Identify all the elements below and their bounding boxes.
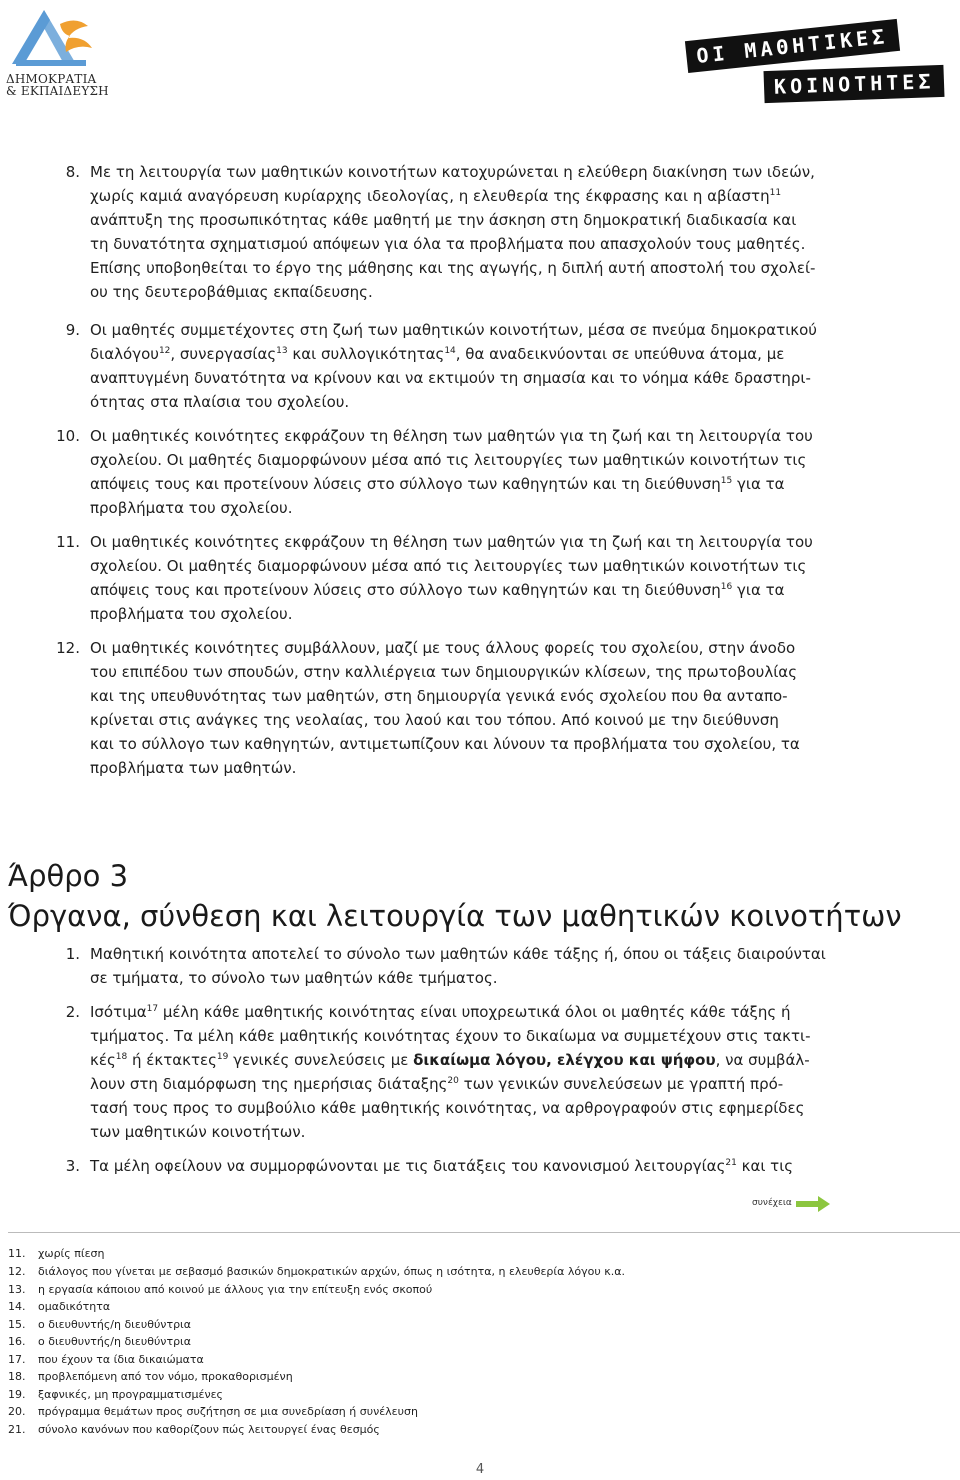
text-line: Επίσης υποβοηθείται το έργο της μάθησης και της αγωγής, η διπλή αυτή αποστολή του σχολεί-	[90, 259, 816, 277]
banner-line1: ΟΙ ΜΑΘΗΤΙΚΕΣ	[685, 19, 900, 73]
text-line: χωρίς καμιά αναγόρευση κυρίαρχης ιδεολογίας, η ελευθερία της έκφρασης και η αβίαστη$^{11}$	[90, 187, 782, 205]
text-line: Οι μαθητικές κοινότητες εκφράζουν τη θέληση των μαθητών για τη ζωή και τη λειτουργία του	[90, 427, 813, 445]
logo-triangle-icon	[4, 4, 104, 72]
point-number: 2.	[65, 1003, 80, 1021]
text-line: και το σύλλογο των καθηγητών, αντιμετωπίζουν και λύνουν τα προβλήματα του σχολείου, τα	[90, 735, 800, 753]
banner-line2: ΚΟΙΝΟΤΗΤΕΣ	[763, 65, 944, 103]
text-line: Με τη λειτουργία των μαθητικών κοινοτήτων κατοχυρώνεται η ελεύθερη διακίνηση των ιδεών,	[90, 163, 815, 181]
text-line: Ισότιμα$^{17}$ μέλη κάθε μαθητικής κοινότητας είναι υποχρεωτικά όλοι οι μαθητές κάθε τάξης ή	[90, 1003, 791, 1021]
text-line: ου της δευτεροβάθμιας εκπαίδευσης.	[90, 283, 373, 301]
item-number: 11.	[56, 533, 80, 551]
point-2-text	[90, 1000, 830, 1144]
footnote-ref[interactable]: 19	[216, 1052, 229, 1062]
item-11-text	[90, 530, 830, 626]
text-line: κές$^{18}$ ή έκτακτες$^{19}$ γενικές συνελεύσεις με δικαίωμα λόγου, ελέγχου και ψήφου, να συμβάλ-	[90, 1051, 810, 1069]
footnote-ref[interactable]: 18	[115, 1052, 128, 1062]
text-line: τη δυνατότητα σχηματισμού απόψεων για όλα τα προβλήματα που απασχολούν τους μαθητές.	[90, 235, 806, 253]
item-8-text	[90, 160, 830, 304]
text-line: του επιπέδου των σπουδών, στην καλλιέργεια των δημιουργικών κλίσεων, της πρωτοβουλίας	[90, 663, 797, 681]
footnote-item: 16. ο διευθυντής/η διευθύντρια	[8, 1335, 192, 1348]
item-9-text	[90, 318, 830, 414]
footnote-item: 15. ο διευθυντής/η διευθύντρια	[8, 1318, 192, 1331]
text-line: Οι μαθητικές κοινότητες εκφράζουν τη θέληση των μαθητών για τη ζωή και τη λειτουργία του	[90, 533, 813, 551]
point-1-text	[90, 942, 830, 990]
footnote-item: 11. χωρίς πίεση	[8, 1247, 105, 1260]
text-line: ότητας στα πλαίσια του σχολείου.	[90, 393, 350, 411]
footnote-divider	[8, 1232, 960, 1233]
text-line: σχολείου. Οι μαθητές διαμορφώνουν μέσα από τις λειτουργίες των μαθητικών κοινοτήτων τις	[90, 557, 807, 575]
logo-text-line1: ΔΗΜΟΚΡΑΤΙΑ	[6, 72, 97, 86]
text-line: τασή τους προς το συμβούλιο κάθε μαθητικής κοινότητας, να αρθρογραφούν στις εφημερίδες	[90, 1099, 805, 1117]
text-line: των μαθητικών κοινοτήτων.	[90, 1123, 306, 1141]
article-title: Άρθρο 3	[8, 859, 129, 893]
footnote-ref[interactable]: 21	[725, 1158, 737, 1168]
text-line: διαλόγου$^{12}$, συνεργασίας$^{13}$ και συλλογικότητας$^{14}$, θα αναδεικνύονται σε υπεύθυνα άτομα, με	[90, 345, 785, 363]
text-line: τμήματος. Τα μέλη κάθε μαθητικής κοινότητας έχουν το δικαίωμα να συμμετέχουν στις τακτι-	[90, 1027, 811, 1045]
footnote-item: 19. ξαφνικές, μη προγραμματισμένες	[8, 1388, 223, 1401]
footnote-item: 20. πρόγραμμα θεμάτων προς συζήτηση σε μια συνεδρίαση ή συνέλευση	[8, 1405, 418, 1418]
footnote-item: 12. διάλογος που γίνεται με σεβασμό βασικών δημοκρατικών αρχών, όπως η ισότητα, η ελευθερία λόγου κ.α.	[8, 1265, 625, 1278]
footnote-ref[interactable]: 13	[276, 346, 288, 356]
page-number: 4	[475, 1462, 485, 1477]
text-line: προβλήματα του σχολείου.	[90, 605, 293, 623]
logo-text-line2: & ΕΚΠΑΙΔΕΥΣΗ	[6, 84, 109, 98]
footnote-ref[interactable]: 16	[720, 582, 733, 592]
footnote-ref[interactable]: 17	[146, 1004, 159, 1014]
footnote-item: 17. που έχουν τα ίδια δικαιώματα	[8, 1353, 204, 1366]
text-line: ανάπτυξη της προσωπικότητας κάθε μαθητή με την άσκηση στη δημοκρατική διαδικασία και	[90, 211, 797, 229]
text-line: κρίνεται στις ανάγκες της νεολαίας, του λαού και του τόπου. Από κοινού με την διεύθυνση	[90, 711, 779, 729]
democracy-education-logo	[4, 4, 109, 98]
text-line: αναπτυγμένη δυνατότητα να κρίνουν και να εκτιμούν τη σημασία και το νόημα κάθε δραστηρι-	[90, 369, 811, 387]
text-line: σε τμήματα, το σύνολο των μαθητών κάθε τμήματος.	[90, 969, 498, 987]
text-line: προβλήματα των μαθητών.	[90, 759, 297, 777]
point-3-text	[90, 1154, 830, 1178]
footnote-ref[interactable]: 15	[720, 476, 733, 486]
footnote-item: 21. σύνολο κανόνων που καθορίζουν πώς λειτουργεί ένας θεσμός	[8, 1423, 380, 1436]
text-line: λουν στη διαμόρφωση της ημερήσιας διάταξης$^{20}$ των γενικών συνελεύσεων με γραπτή πρό-	[90, 1075, 784, 1093]
footnote-ref[interactable]: 14	[444, 346, 456, 356]
text-line: προβλήματα του σχολείου.	[90, 499, 293, 517]
text-line: απόψεις τους και προτείνουν λύσεις στο σύλλογο των καθηγητών και τη διεύθυνση$^{15}$ για τα	[90, 475, 785, 493]
point-number: 1.	[65, 945, 80, 963]
footnote-item: 18. προβλεπόμενη από τον νόμο, προκαθορισμένη	[8, 1370, 293, 1383]
item-12-text	[90, 636, 830, 780]
text-line: και της υπευθυνότητας των μαθητών, στη δημιουργία γενικά ενός σχολείου που θα ανταπο-	[90, 687, 788, 705]
item-10-text	[90, 424, 830, 520]
footnote-ref[interactable]: 20	[447, 1076, 459, 1086]
arrow-right-icon	[796, 1196, 830, 1212]
item-number: 9.	[65, 321, 80, 339]
text-line: Τα μέλη οφείλουν να συμμορφώνονται με τις διατάξεις του κανονισμού λειτουργίας$^{21}$ και τις	[90, 1157, 794, 1175]
text-line: Μαθητική κοινότητα αποτελεί το σύνολο των μαθητών κάθε τάξης ή, όπου οι τάξεις διαιρούνται	[90, 945, 826, 963]
series-banner	[680, 16, 958, 106]
footnote-item: 13. η εργασία κάποιου από κοινού με άλλους για την επίτευξη ενός σκοπού	[8, 1283, 433, 1296]
text-line: Οι μαθητικές κοινότητες συμβάλλουν, μαζί με τους άλλους φορείς του σχολείου, στην άνοδο	[90, 639, 796, 657]
item-number: 10.	[56, 427, 80, 445]
item-number: 12.	[56, 639, 80, 657]
footnote-item: 14. ομαδικότητα	[8, 1300, 111, 1313]
item-number: 8.	[65, 163, 80, 181]
footnote-ref[interactable]: 11	[769, 188, 782, 198]
text-line: Οι μαθητές συμμετέχοντες στη ζωή των μαθητικών κοινοτήτων, μέσα σε πνεύμα δημοκρατικού	[90, 321, 817, 339]
continue-label: συνέχεια	[752, 1198, 792, 1208]
article-subtitle: Όργανα, σύνθεση και λειτουργία των μαθητικών κοινοτήτων	[8, 899, 902, 933]
text-line: σχολείου. Οι μαθητές διαμορφώνουν μέσα από τις λειτουργίες των μαθητικών κοινοτήτων τις	[90, 451, 807, 469]
point-number: 3.	[65, 1157, 80, 1175]
text-line: απόψεις τους και προτείνουν λύσεις στο σύλλογο των καθηγητών και τη διεύθυνση$^{16}$ για τα	[90, 581, 785, 599]
footnote-ref[interactable]: 12	[158, 346, 171, 356]
bold-phrase: δικαίωμα λόγου, ελέγχου και ψήφου	[413, 1051, 716, 1069]
